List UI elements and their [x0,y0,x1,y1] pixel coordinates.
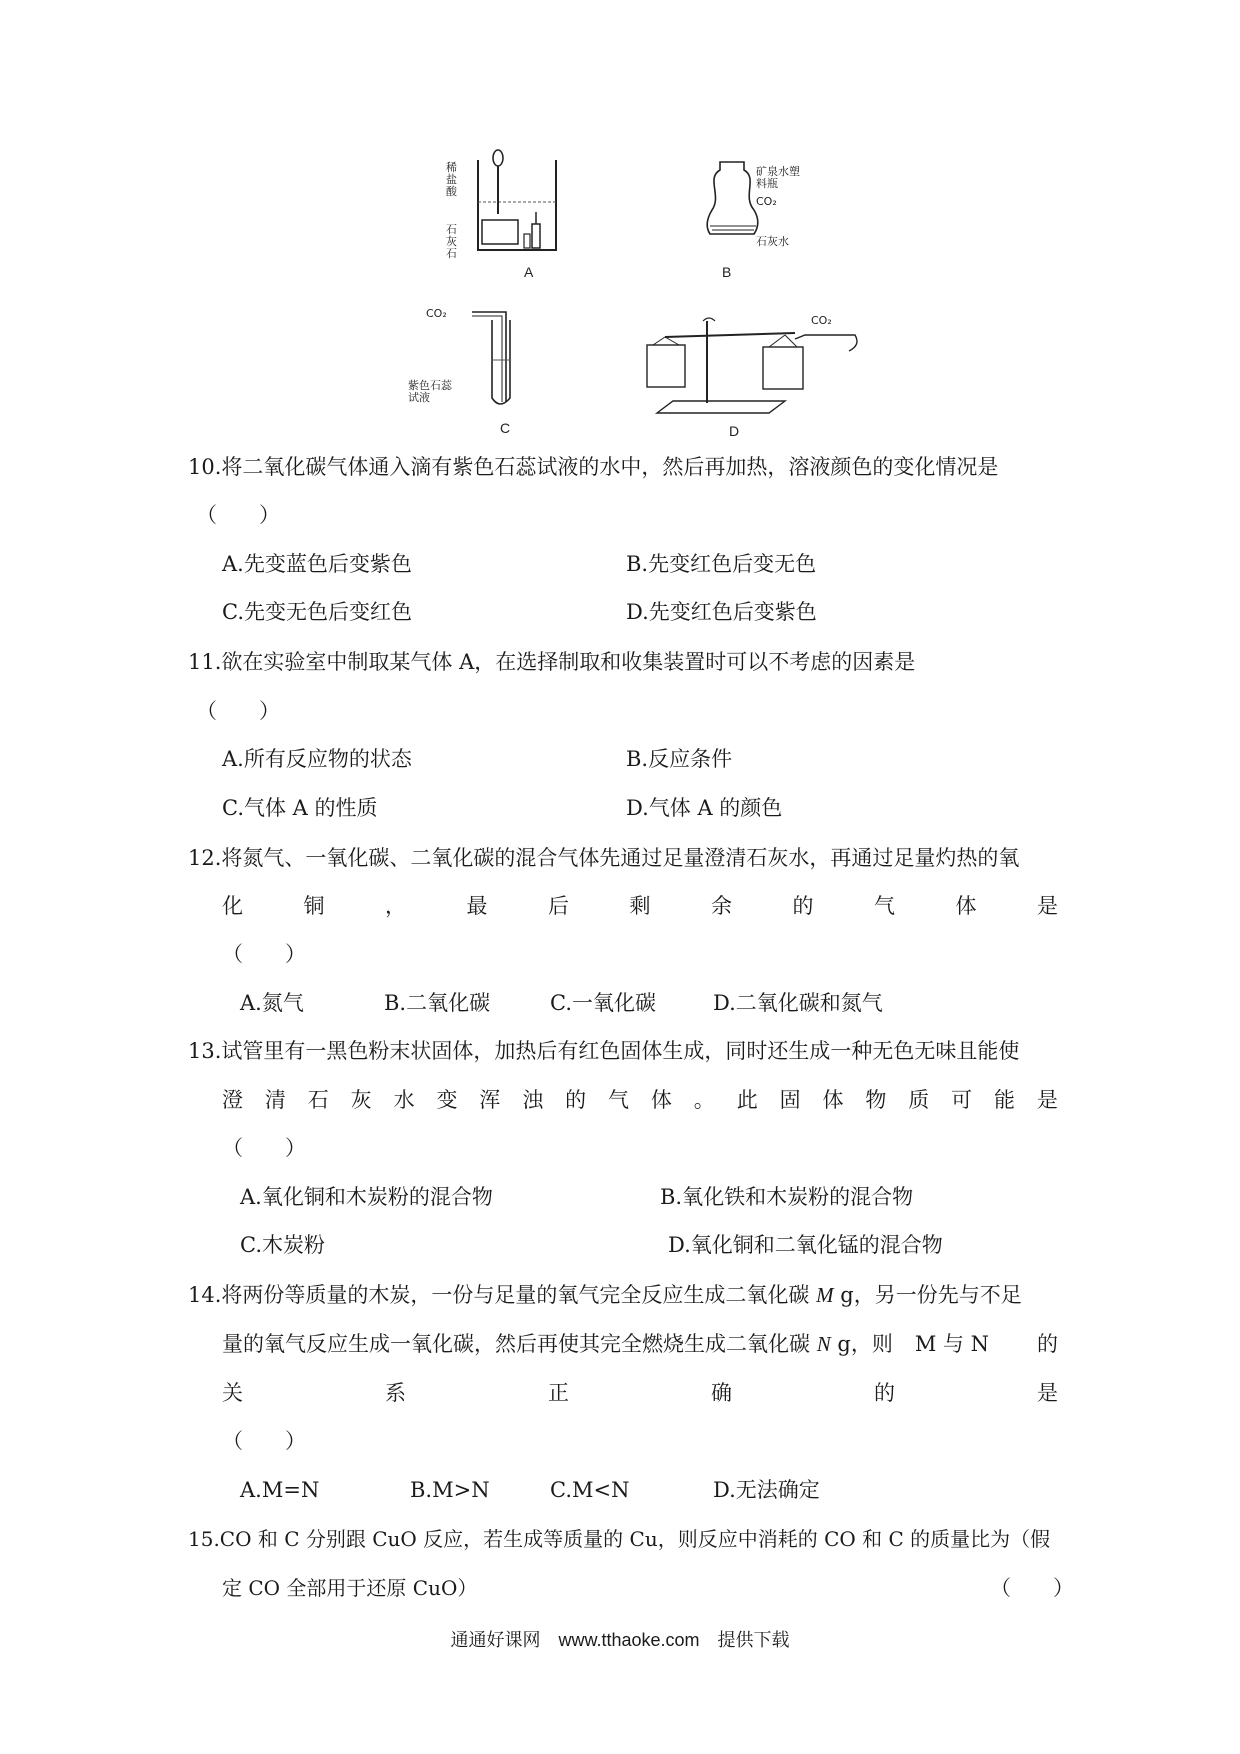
page-footer: 通通好课网 www.tthaoke.com 提供下载 [450,1630,790,1650]
label-co2: CO₂ [756,195,777,208]
q12-char: 后 [548,894,569,918]
q13-char: 是 [1036,1088,1058,1112]
q13-option-d[interactable]: D.氧化铜和二氧化锰的混合物 [668,1233,943,1257]
q13-char: 石 [307,1088,329,1112]
figure-d-caption: D [729,423,740,439]
q13-char: 变 [436,1088,458,1112]
q10-option-d[interactable]: D.先变红色后变紫色 [626,600,817,624]
q14-stem-part1: 14.将两份等质量的木炭，一份与足量的氧气完全反应生成二氧化碳 [188,1283,817,1307]
q15-stem-line2: 定 CO 全部用于还原 CuO） [222,1576,478,1600]
q14-var-m: M [816,1283,834,1307]
q11-option-b[interactable]: B.反应条件 [626,747,733,771]
q10-option-a[interactable]: A.先变蓝色后变紫色 [222,552,412,576]
q13-char: 此 [736,1088,758,1112]
q14-char: 确 [711,1381,732,1405]
q13-char: 质 [908,1088,930,1112]
q10-option-c[interactable]: C.先变无色后变红色 [222,600,412,624]
figure-c-caption: C [500,420,511,436]
q14-option-d[interactable]: D.无法确定 [713,1478,820,1502]
q12-option-b[interactable]: B.二氧化碳 [384,991,491,1015]
q13-char: 浑 [479,1088,501,1112]
q10-option-b[interactable]: B.先变红色后变无色 [626,552,817,576]
q14-stem-part2: g，另一份先与不足 [833,1283,1022,1307]
q12-option-a[interactable]: A.氮气 [240,991,304,1015]
q10-answer-paren[interactable]: （ ） [196,503,280,527]
q14-option-c[interactable]: C.M<N [550,1478,630,1502]
q12-char: 气 [874,894,895,918]
q12-char: 化 [222,894,243,918]
q13-char: 的 [565,1088,587,1112]
q14-char: 是 [1037,1381,1058,1405]
q12-option-c[interactable]: C.一氧化碳 [550,991,656,1015]
q13-stem-line2 [222,1085,1058,1115]
q13-char: 水 [393,1088,415,1112]
q14-char: 关 [222,1381,243,1405]
q11-option-d[interactable]: D.气体 A 的颜色 [626,796,783,820]
q14-stem2-end: 的 [1037,1332,1058,1356]
figure-d [635,305,875,439]
label-co2: CO₂ [426,307,447,320]
label-marble: 石灰石 [446,223,457,260]
q11-option-c[interactable]: C.气体 A 的性质 [222,796,378,820]
q12-answer-paren[interactable]: （ ） [222,942,306,966]
label-litmus: 紫色石蕊试液 [408,379,452,404]
figure-d-apparatus [635,305,875,425]
q14-char: 系 [385,1381,406,1405]
q13-stem: 13.试管里有一黑色粉末状固体，加热后有红色固体生成，同时还生成一种无色无味且能使 [188,1039,1020,1063]
q13-char: 体 [822,1088,844,1112]
q13-char: 物 [865,1088,887,1112]
q13-char: 气 [608,1088,630,1112]
figure-b-caption: B [722,264,732,280]
q12-char: 剩 [629,894,651,918]
q12-char: ， [385,894,406,918]
label-co2: CO₂ [811,314,832,327]
q11-stem: 11.欲在实验室中制取某气体 A，在选择制取和收集装置时可以不考虑的因素是 [188,650,916,674]
q12-option-d[interactable]: D.二氧化碳和氮气 [713,991,883,1015]
q12-stem-line2 [222,891,1058,921]
figure-c-apparatus [470,300,540,410]
q13-char: 固 [779,1088,801,1112]
figure-b [700,160,800,280]
q14-stem2-part2: g，则 [830,1332,893,1356]
q12-char: 的 [792,894,814,918]
q14-char: 的 [874,1381,895,1405]
q14-char: 正 [548,1381,569,1405]
q13-answer-paren[interactable]: （ ） [222,1136,306,1160]
q13-char: 灰 [350,1088,372,1112]
q13-option-a[interactable]: A.氧化铜和木炭粉的混合物 [240,1185,493,1209]
q11-answer-paren[interactable]: （ ） [196,699,280,723]
q12-char: 最 [466,894,488,918]
q14-option-a[interactable]: A.M=N [240,1478,320,1502]
q14-var-n: N [816,1332,831,1356]
q14-stem [188,1280,1058,1310]
q12-stem: 12.将氮气、一氧化碳、二氧化碳的混合气体先通过足量澄清石灰水，再通过足量灼热的氧 [188,846,1020,870]
q11-option-a[interactable]: A.所有反应物的状态 [222,747,412,771]
figure-a [446,150,560,280]
experiment-figures [0,0,1240,450]
q13-char: 体 [650,1088,672,1112]
q15-answer-paren[interactable]: （ ） [990,1576,1074,1600]
label-acid: 稀盐酸 [446,161,457,198]
q13-option-b[interactable]: B.氧化铁和木炭粉的混合物 [660,1185,914,1209]
q12-char: 是 [1037,894,1058,918]
q14-option-b[interactable]: B.M>N [410,1478,490,1502]
q13-option-c[interactable]: C.木炭粉 [240,1233,325,1257]
q10-stem: 10.将二氧化碳气体通入滴有紫色石蕊试液的水中，然后再加热，溶液颜色的变化情况是 [188,455,999,479]
q13-char: 澄 [222,1088,243,1112]
figure-a-apparatus [470,150,560,260]
q15-stem: 15.CO 和 C 分别跟 CuO 反应，若生成等质量的 Cu，则反应中消耗的 CO 和 C 的质量比为（假 [188,1527,1051,1551]
figure-c [408,300,540,436]
q14-answer-paren[interactable]: （ ） [222,1429,306,1453]
q13-char: 能 [994,1088,1016,1112]
q14-stem2-part1: 量的氧气反应生成一氧化碳，然后再使其完全燃烧生成二氧化碳 [222,1332,817,1356]
q13-char: 。 [693,1088,715,1112]
label-lime: 石灰水 [756,235,789,248]
q13-char: 清 [264,1088,286,1112]
q14-stem-line2 [222,1329,1058,1359]
q12-char: 体 [955,894,977,918]
q13-char: 浊 [522,1088,544,1112]
q12-char: 铜 [303,894,325,918]
q13-char: 可 [951,1088,973,1112]
label-bottle: 矿泉水塑料瓶 [756,165,800,190]
q14-stem-line3 [222,1378,1058,1408]
q14-stem2-mn: M 与 N [914,1332,990,1356]
figure-a-caption: A [524,264,534,280]
q12-char: 余 [711,894,732,918]
